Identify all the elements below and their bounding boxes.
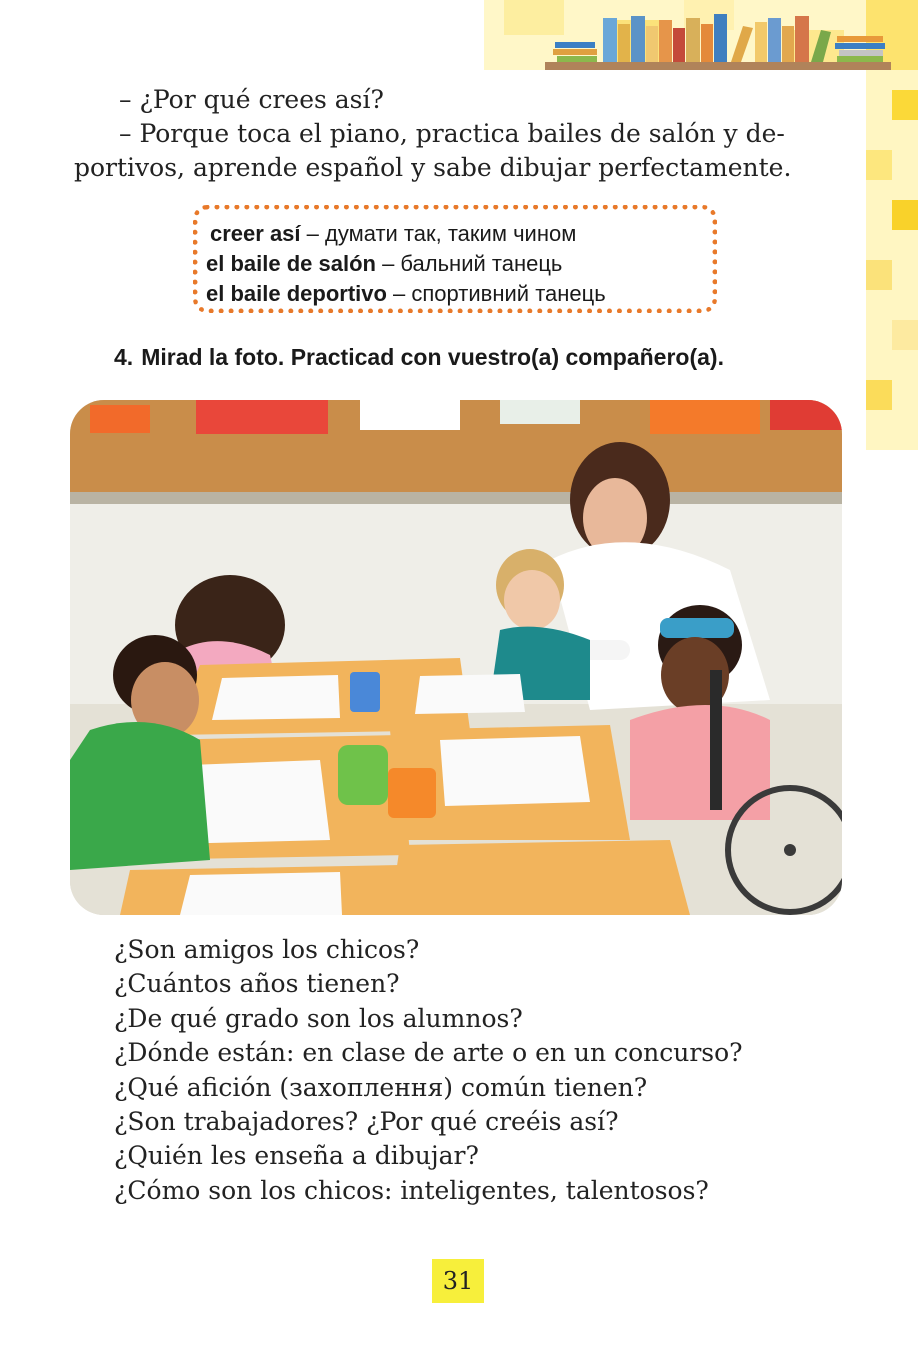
question-item: ¿Quién les enseña a dibujar? [114, 1141, 479, 1171]
dialog-line: portivos, aprende español y sabe dibujar perfectamente. [74, 153, 792, 182]
task-text: Mirad la foto. Practicad con vuestro(a) compañero(a). [141, 344, 724, 370]
question-item: ¿Cómo son los chicos: inteligentes, talentosos? [114, 1175, 709, 1205]
classroom-photo [70, 400, 842, 915]
dialog-line: – ¿Por qué crees así? [119, 85, 384, 114]
vocab-term: el baile de salón [206, 251, 376, 276]
vocab-row [206, 250, 562, 278]
vocabulary-box [193, 205, 717, 313]
vocab-row [206, 280, 606, 308]
question-item: ¿Dónde están: en clase de arte o en un concurso? [114, 1038, 743, 1068]
task-title [114, 344, 724, 371]
vocab-translation: – думати так, таким чином [300, 221, 577, 246]
question-item: ¿Qué afición (захоплення) común tienen? [114, 1072, 648, 1102]
question-item: ¿Cuántos años tienen? [114, 969, 400, 999]
vocab-translation: – бальний танець [375, 251, 563, 276]
question-item: ¿De qué grado son los alumnos? [114, 1003, 523, 1033]
vocab-translation: – спортивний танець [386, 281, 606, 306]
bookshelf-icon [545, 6, 891, 72]
vocab-row [210, 220, 576, 248]
dialog-line: – Porque toca el piano, practica bailes de salón y de- [119, 119, 785, 148]
question-item: ¿Son amigos los chicos? [114, 935, 420, 964]
page-number: 31 [432, 1259, 484, 1303]
question-list [114, 933, 743, 1208]
vocab-term: creer así [210, 221, 301, 246]
task-number: 4. [114, 344, 134, 370]
vocab-term: el baile deportivo [206, 281, 387, 306]
question-item: ¿Son trabajadores? ¿Por qué creéis así? [114, 1107, 619, 1137]
